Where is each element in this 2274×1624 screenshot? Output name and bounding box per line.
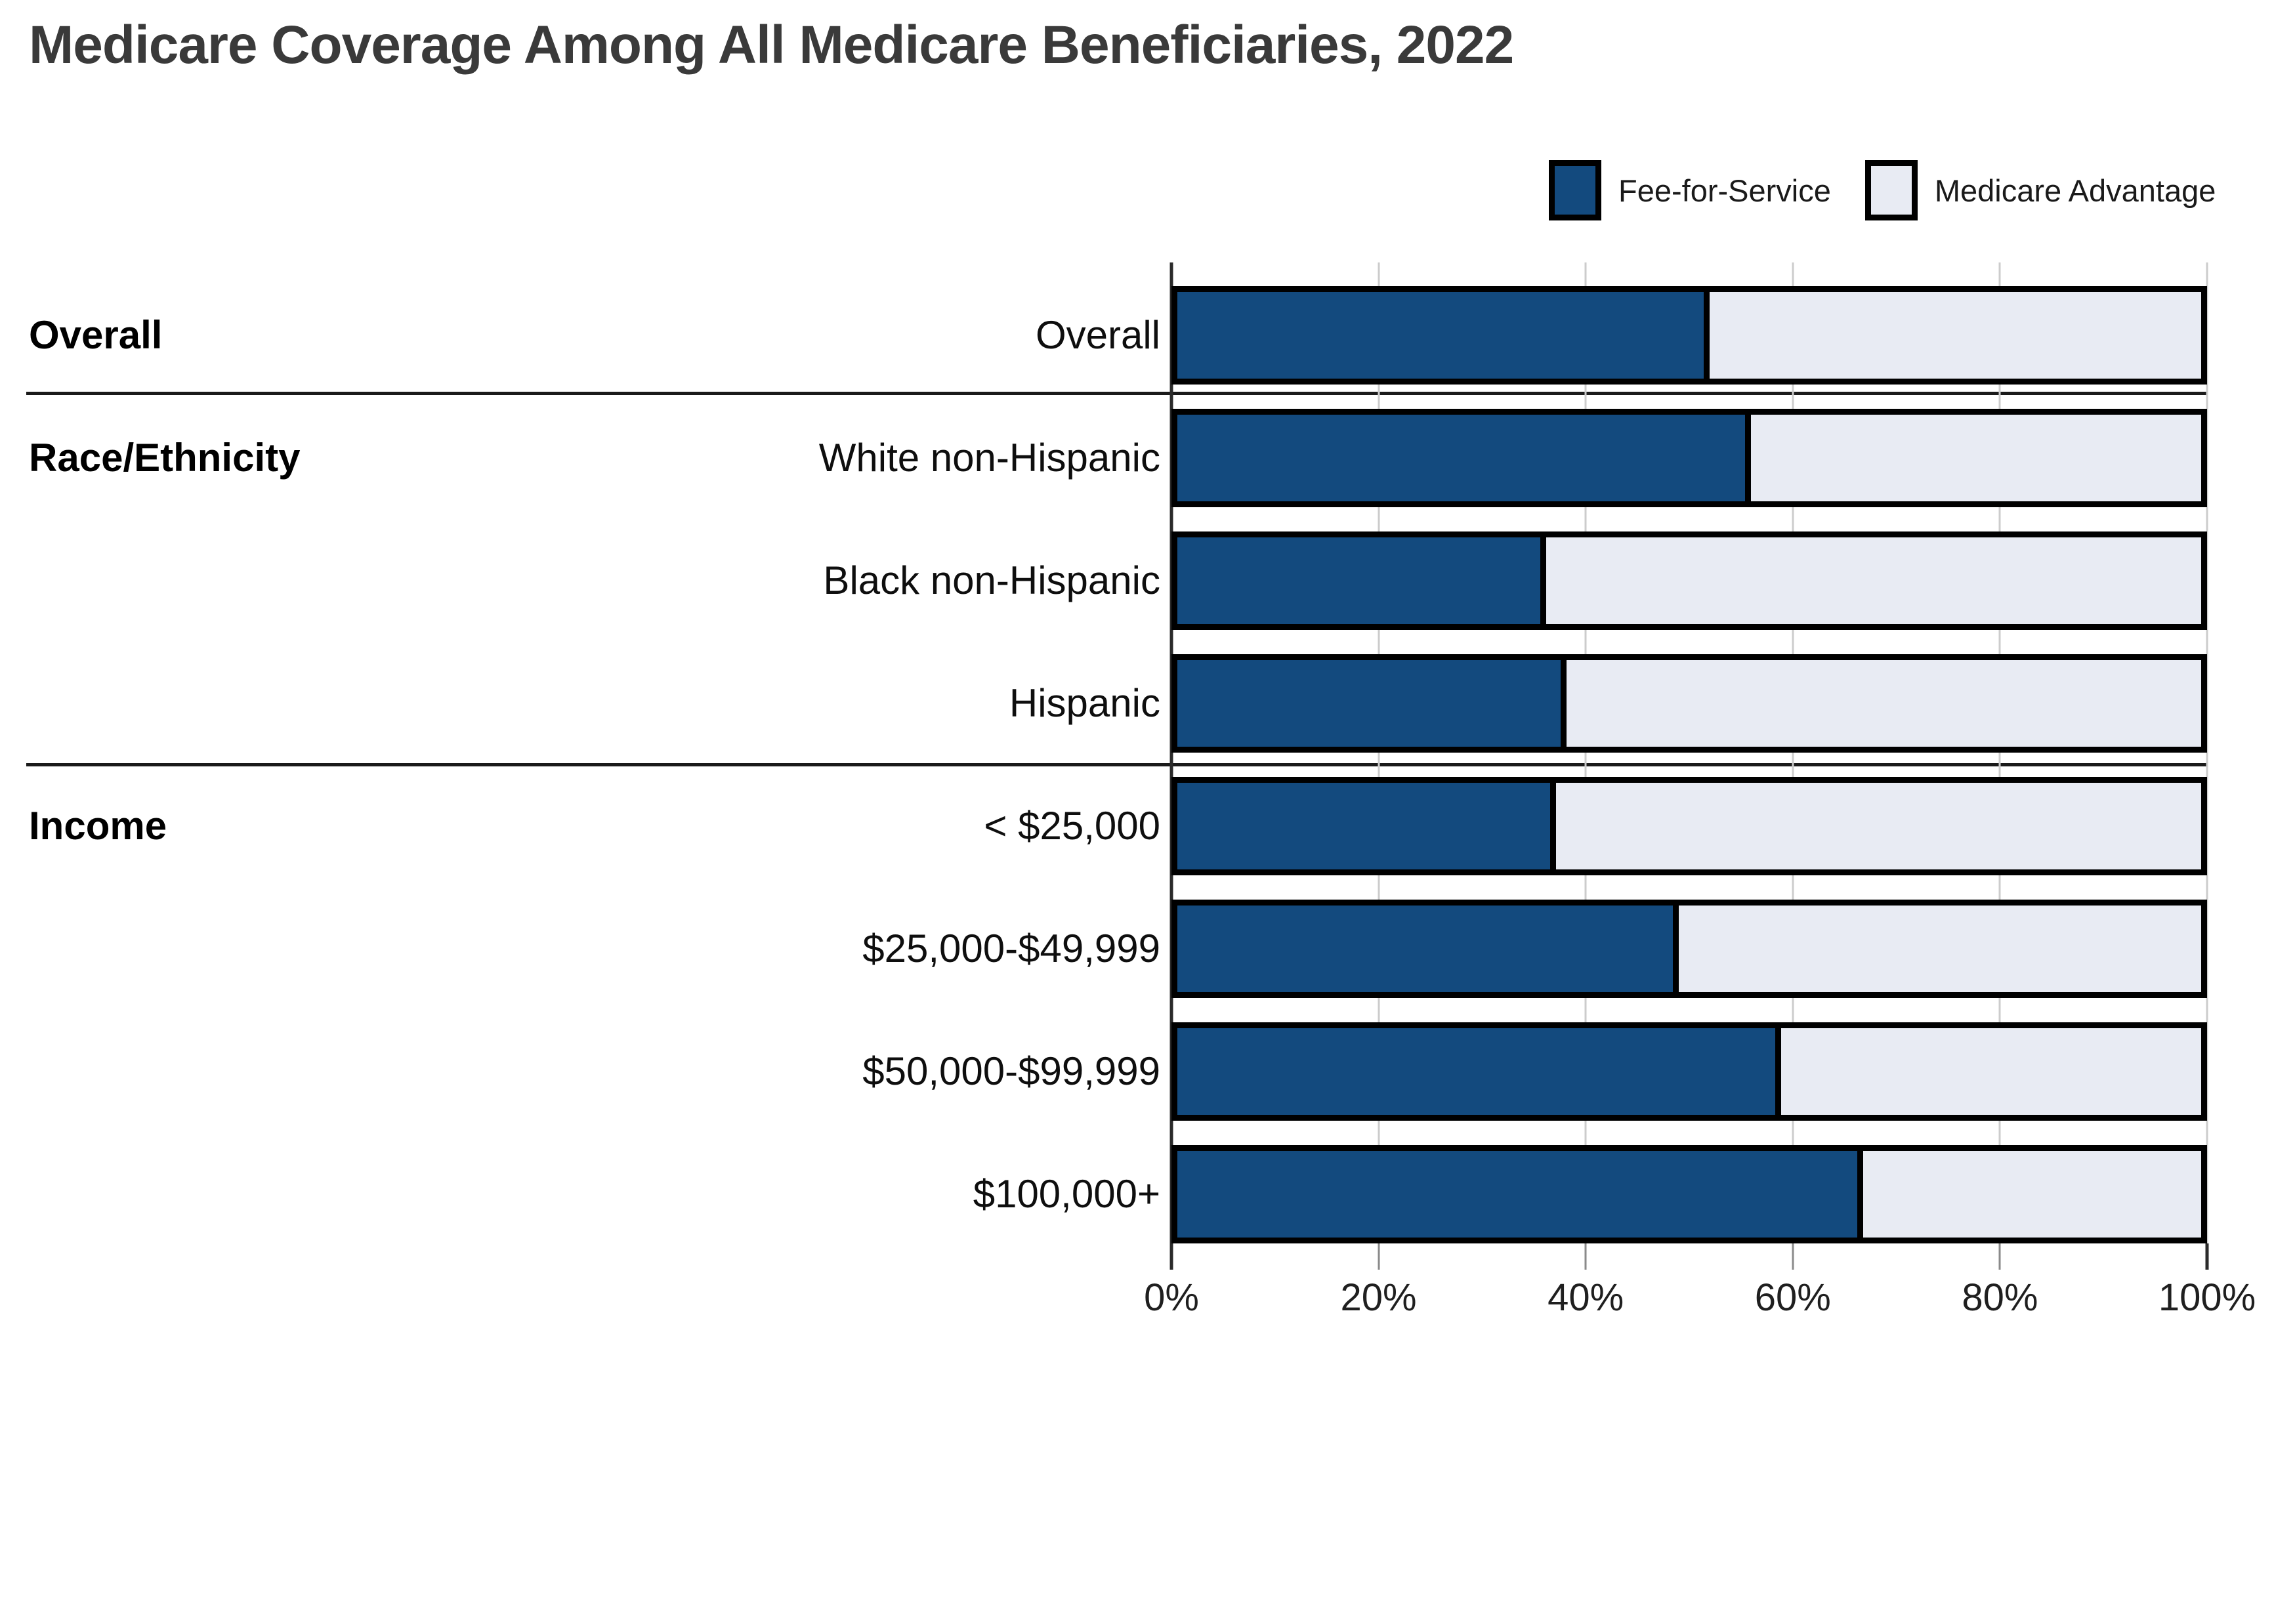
bar-segment-fee-for-service[interactable] [1177,660,1567,747]
row-label: $50,000-$99,999 [862,1049,1160,1093]
axis-tick [1999,1243,2001,1270]
section-label-race-ethnicity: Race/Ethnicity [29,436,301,480]
bar-segment-fee-for-service[interactable] [1177,906,1679,992]
row-label: $100,000+ [973,1172,1160,1216]
bar-segment-medicare-advantage[interactable] [1863,1151,2201,1238]
axis-tick-label: 40% [1548,1276,1624,1319]
legend-item-medicare-advantage[interactable] [1865,160,2216,220]
axis-tick [1585,1243,1587,1270]
section-label-income: Income [29,804,167,848]
bar-row [1171,409,2207,507]
axis-tick-label: 60% [1754,1276,1831,1319]
bar-segment-fee-for-service[interactable] [1177,1028,1781,1115]
axis-tick-label: 80% [1962,1276,2038,1319]
legend-item-fee-for-service[interactable] [1549,160,1831,220]
bar-segment-medicare-advantage[interactable] [1751,415,2201,501]
row-label: White non-Hispanic [818,436,1160,480]
axis-tick-label: 0% [1144,1276,1199,1319]
bar-segment-medicare-advantage[interactable] [1546,537,2201,624]
axis-tick [1378,1243,1379,1270]
bar-row [1171,900,2207,998]
row-label: Hispanic [1009,681,1160,725]
legend [1549,157,2216,223]
medicare-advantage-swatch-icon [1865,160,1918,220]
chart-title: Medicare Coverage Among All Medicare Beneficiaries, 2022 [29,15,1514,75]
bar-segment-fee-for-service[interactable] [1177,783,1556,869]
bar-segment-medicare-advantage[interactable] [1556,783,2201,869]
bar-segment-medicare-advantage[interactable] [1710,292,2201,379]
row-label: $25,000-$49,999 [862,927,1160,970]
bar-segment-medicare-advantage[interactable] [1567,660,2201,747]
legend-label: Fee-for-Service [1618,173,1831,208]
bar-row [1171,1022,2207,1121]
bar-segment-fee-for-service[interactable] [1177,415,1751,501]
axis-tick [1792,1243,1794,1270]
bar-row [1171,777,2207,875]
axis-tick-label: 20% [1340,1276,1417,1319]
axis-tick [1170,1243,1173,1270]
row-label: Black non-Hispanic [823,558,1160,602]
plot-area [1171,262,2207,1243]
axis-tick [2206,1243,2209,1270]
bar-segment-fee-for-service[interactable] [1177,292,1710,379]
fee-for-service-swatch-icon [1549,160,1601,220]
row-label: < $25,000 [984,804,1160,848]
row-label: Overall [1035,313,1160,357]
bar-segment-medicare-advantage[interactable] [1781,1028,2201,1115]
bar-segment-medicare-advantage[interactable] [1679,906,2201,992]
bar-row [1171,531,2207,630]
bar-row [1171,1145,2207,1243]
bar-segment-fee-for-service[interactable] [1177,537,1546,624]
axis-tick-label: 100% [2158,1276,2256,1319]
bar-row [1171,654,2207,753]
section-label-overall: Overall [29,313,163,357]
bar-row [1171,286,2207,385]
legend-label: Medicare Advantage [1934,173,2216,208]
bar-segment-fee-for-service[interactable] [1177,1151,1863,1238]
